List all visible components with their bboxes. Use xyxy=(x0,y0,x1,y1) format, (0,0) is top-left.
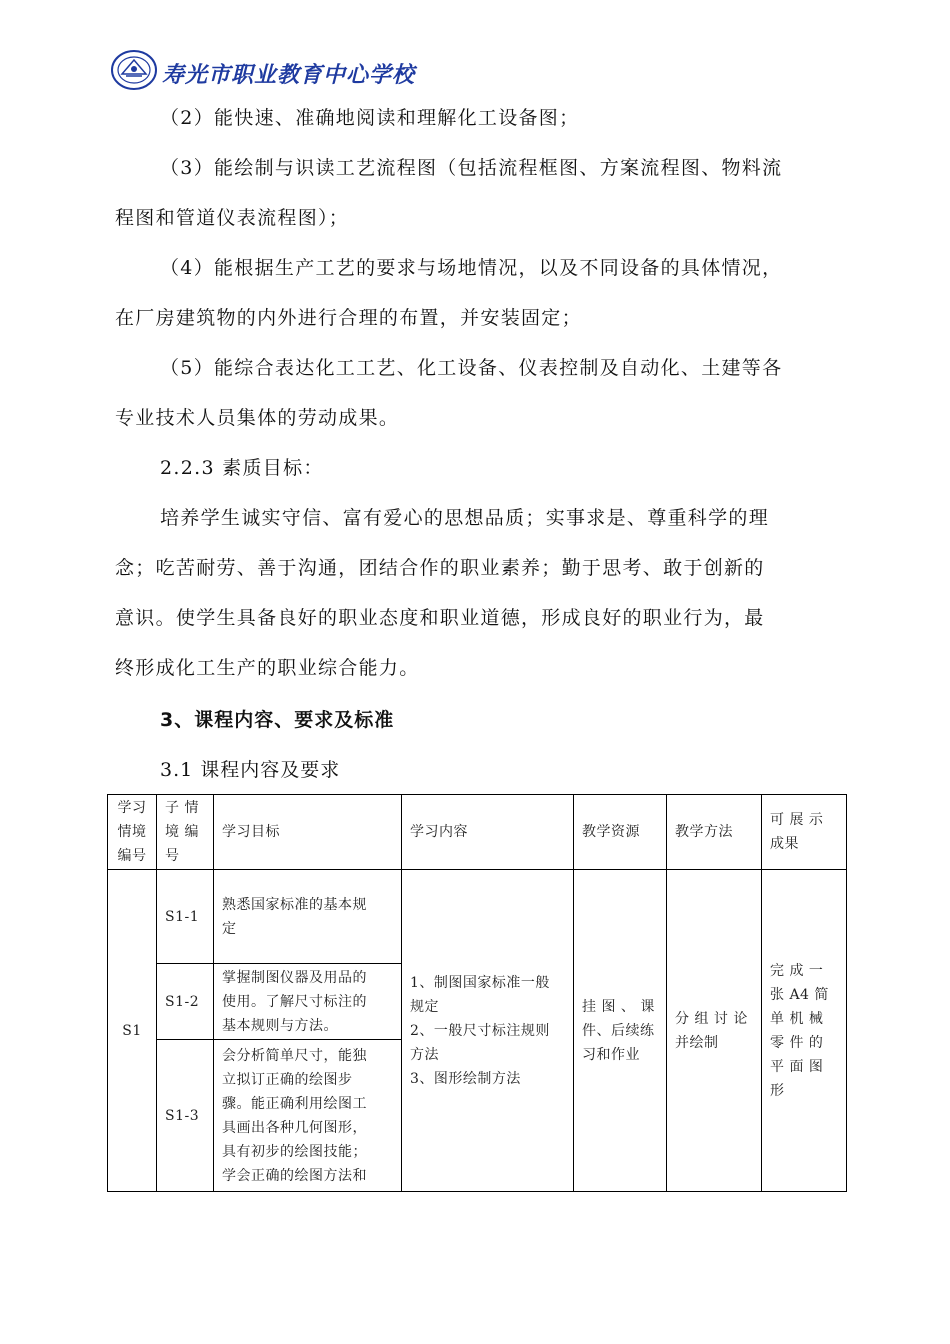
table-row xyxy=(108,870,847,964)
ability-item-3 xyxy=(115,143,845,243)
methods-cell: 分 组 讨 论 并绘制 xyxy=(667,870,762,1192)
text-line: （4）能根据生产工艺的要求与场地情况，以及不同设备的具体情况， xyxy=(160,257,783,279)
header-scenario-no: 学习 情境 编号 xyxy=(108,795,157,870)
goal-cell: 掌握制图仪器及用品的 使用。了解尺寸标注的 基本规则与方法。 xyxy=(214,964,402,1040)
sub-scenario-cell: S1-3 xyxy=(157,1040,214,1192)
text-line: （2）能快速、准确地阅读和理解化工设备图； xyxy=(160,107,580,129)
sub-scenario-cell: S1-1 xyxy=(157,870,214,964)
header-results: 可 展 示 成果 xyxy=(762,795,847,870)
header-sub-scenario-no: 子 情 境 编 号 xyxy=(157,795,214,870)
header-teaching-methods: 教学方法 xyxy=(667,795,762,870)
text-line: 2.2.3 素质目标： xyxy=(160,457,324,479)
quality-goal-title xyxy=(115,443,845,493)
ability-item-2 xyxy=(115,93,845,143)
text-line: 终形成化工生产的职业综合能力。 xyxy=(115,657,420,679)
header-learning-content: 学习内容 xyxy=(402,795,574,870)
text-line: 培养学生诚实守信、富有爱心的思想品质；实事求是、尊重科学的理 xyxy=(160,507,770,529)
text-line: 意识。使学生具备良好的职业态度和职业道德，形成良好的职业行为，最 xyxy=(115,607,765,629)
text-line: 专业技术人员集体的劳动成果。 xyxy=(115,407,400,429)
scenario-cell: S1 xyxy=(108,870,157,1192)
text-line: 在厂房建筑物的内外进行合理的布置，并安装固定； xyxy=(115,307,582,329)
resources-cell: 挂 图 、 课 件、后续练 习和作业 xyxy=(574,870,667,1192)
school-seal-icon xyxy=(110,48,162,92)
table-header-row xyxy=(108,795,847,870)
text-line: （3）能绘制与识读工艺流程图（包括流程框图、方案流程图、物料流 xyxy=(160,157,783,179)
section-3-1-heading: 3.1 课程内容及要求 xyxy=(160,759,341,781)
quality-goal-text xyxy=(115,493,845,693)
header-learning-goal: 学习目标 xyxy=(214,795,402,870)
school-logo-text: 寿光市职业教育中心学校 xyxy=(162,62,416,88)
goal-cell: 熟悉国家标准的基本规 定 xyxy=(214,870,402,964)
text-line: 念；吃苦耐劳、善于沟通，团结合作的职业素养；勤于思考、敢于创新的 xyxy=(115,557,765,579)
ability-item-5 xyxy=(115,343,845,443)
section-3-heading: 3、课程内容、要求及标准 xyxy=(160,709,395,731)
ability-item-4 xyxy=(115,243,845,343)
header-teaching-resources: 教学资源 xyxy=(574,795,667,870)
text-line: （5）能综合表达化工工艺、化工设备、仪表控制及自动化、土建等各 xyxy=(160,357,783,379)
sub-scenario-cell: S1-2 xyxy=(157,964,214,1040)
results-cell: 完 成 一 张 A4 简 单 机 械 零 件 的 平 面 图 形 xyxy=(762,870,847,1192)
content-cell: 1、制图国家标准一般 规定 2、一般尺寸标注规则 方法 3、图形绘制方法 xyxy=(402,870,574,1192)
text-line: 程图和管道仪表流程图）； xyxy=(115,207,350,229)
course-content-table xyxy=(107,794,847,1192)
goal-cell: 会分析简单尺寸，能独 立拟订正确的绘图步 骤。能正确利用绘图工 具画出各种几何图形， 具有初步的绘图技能； 学会正确的绘图方法和 xyxy=(214,1040,402,1192)
